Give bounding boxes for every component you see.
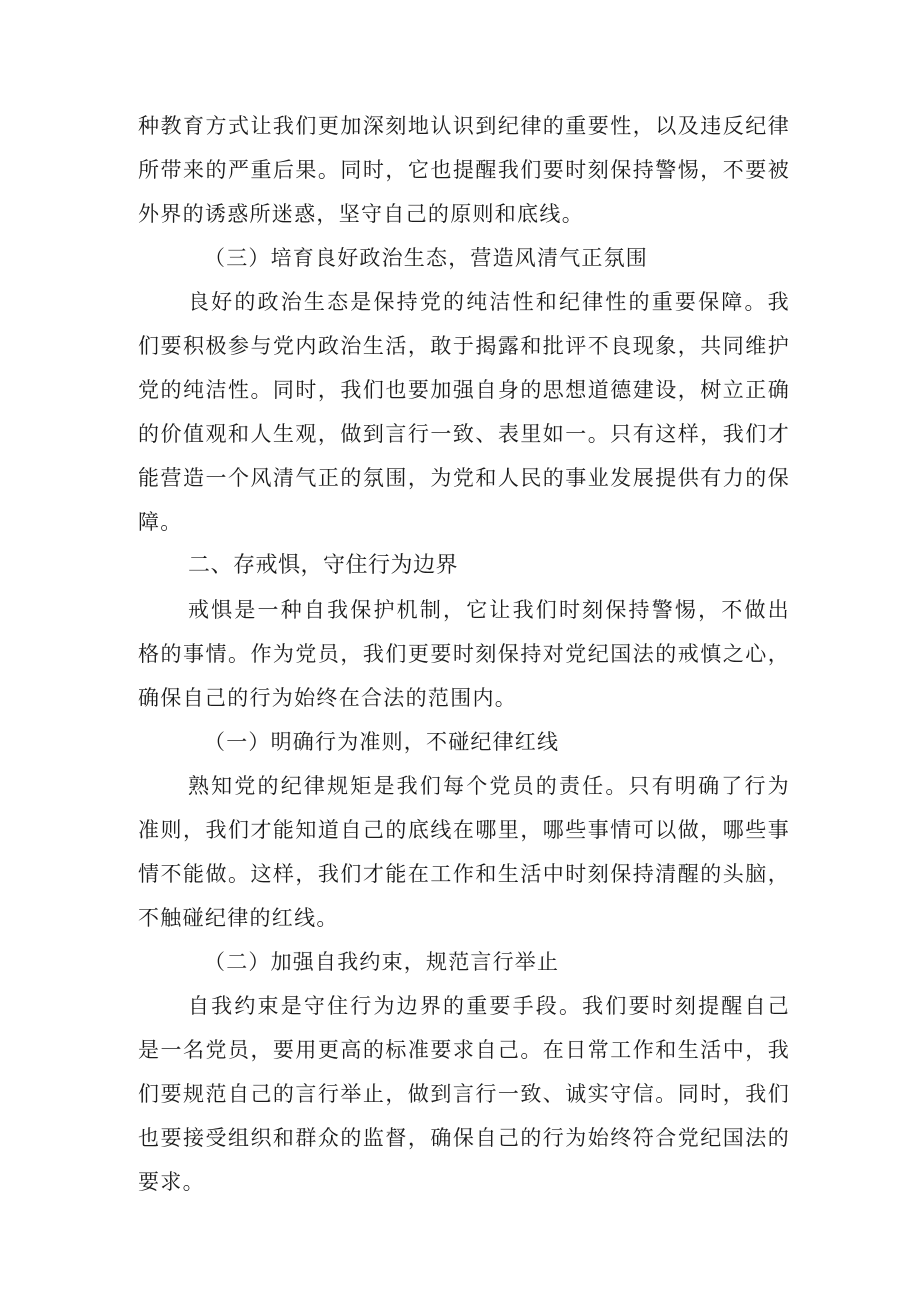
subheading-cultivate-political-ecology: （三）培育良好政治生态，营造风清气正氛围 <box>204 246 648 270</box>
section-heading-keep-awe: 二、存戒惧，守住行为边界 <box>188 553 459 578</box>
paragraph-political-ecology: 良好的政治生态是保持党的纯洁性和纪律性的重要保障。我们要积极参与党内政治生活，敢于揭露和批评不良现象，共同维护党的纯洁性。同时，我们也要加强自身的思想道德建设，树立正确的价值观和人生观，做到言行一致、表里如一。只有这样，我们才能营造一个风清气正的氛围，为党和人民的事业发展提供有力的保障。 <box>138 290 790 534</box>
paragraph-awe-mechanism: 戒惧是一种自我保护机制，它让我们时刻保持警惕，不做出格的事情。作为党员，我们更要时刻保持对党纪国法的戒慎之心，确保自己的行为始终在合法的范围内。 <box>138 598 790 710</box>
paragraph-continuation: 种教育方式让我们更加深刻地认识到纪律的重要性，以及违反纪律所带来的严重后果。同时，它也提醒我们要时刻保持警惕，不要被外界的诱惑所迷惑，坚守自己的原则和底线。 <box>138 114 790 226</box>
paragraph-self-restraint: 自我约束是守住行为边界的重要手段。我们要时刻提醒自己是一名党员，要用更高的标准要求自己。在日常工作和生活中，我们要规范自己的言行举止，做到言行一致、诚实守信。同时，我们也要接受组织和群众的监督，确保自己的行为始终符合党纪国法的要求。 <box>138 994 790 1194</box>
subheading-clarify-rules: （一）明确行为准则，不碰纪律红线 <box>204 730 560 754</box>
subheading-self-restraint: （二）加强自我约束，规范言行举止 <box>204 950 560 974</box>
document-body <box>138 104 790 1204</box>
paragraph-know-rules: 熟知党的纪律规矩是我们每个党员的责任。只有明确了行为准则，我们才能知道自己的底线在哪里，哪些事情可以做，哪些事情不能做。这样，我们才能在工作和生活中时刻保持清醒的头脑，不触碰纪律的红线。 <box>138 774 790 930</box>
